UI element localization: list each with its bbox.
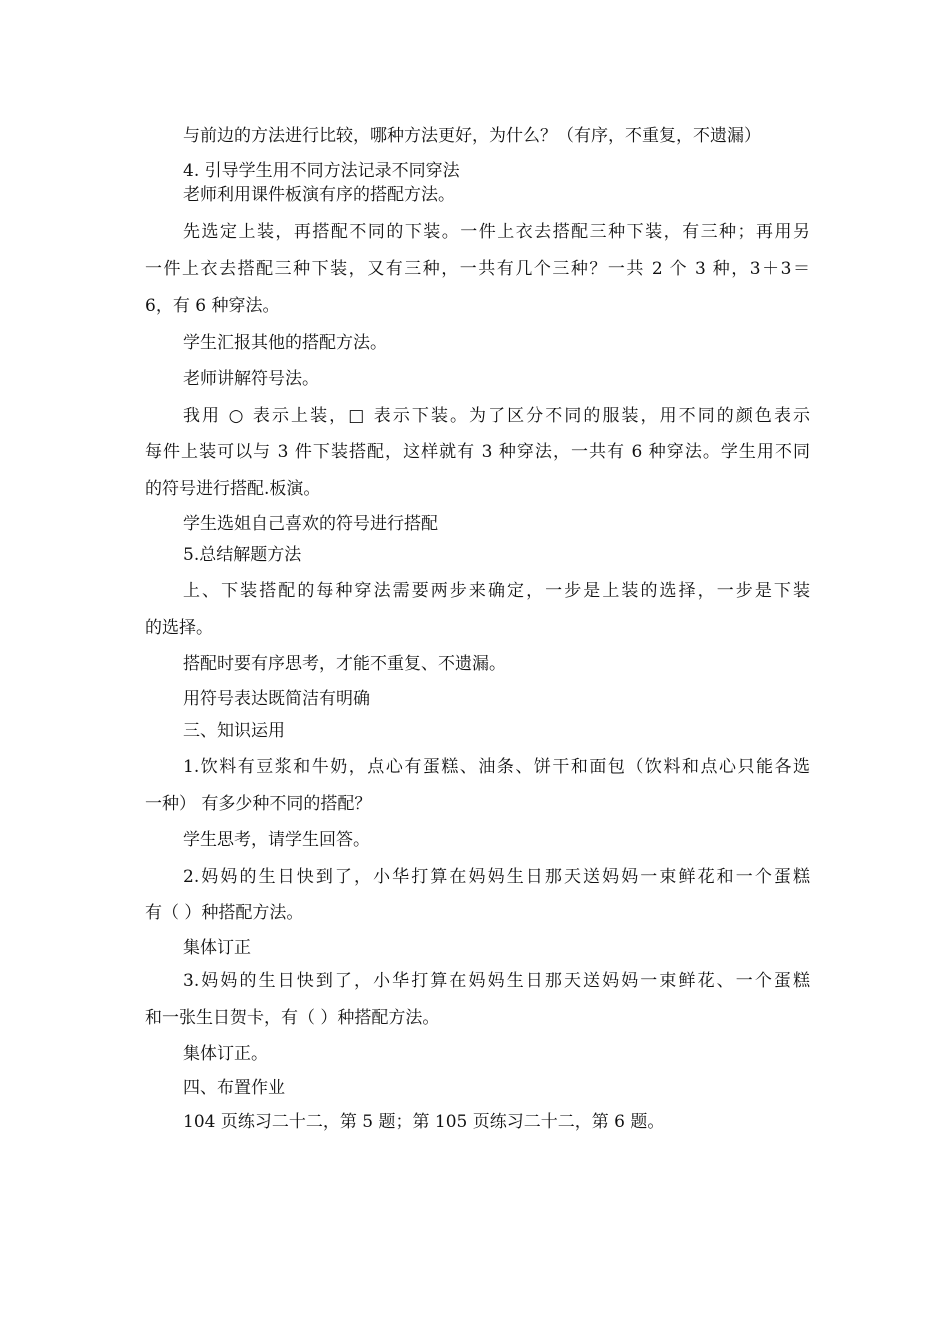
text-line-student-report: 学生汇报其他的搭配方法。 [183,333,387,353]
text-line-symbol-description-2: 每件上装可以与 3 件下装搭配，这样就有 3 种穿法，一共有 6 种穿法。学生用不同 [145,442,810,462]
text-line-group-correction-1: 集体订正 [183,938,251,958]
text-line-summary-4: 用符号表达既简洁有明确 [183,689,370,709]
text-line-method-description-3: 6，有 6 种穿法。 [145,296,280,316]
text-line-teacher-demo: 老师利用课件板演有序的搭配方法。 [183,185,455,205]
text-line-summary-2: 的选择。 [145,618,213,638]
text-line-method-description-1: 先选定上装，再搭配不同的下装。一件上衣去搭配三种下装，有三种；再用另 [183,222,810,242]
text-line-student-answer: 学生思考，请学生回答。 [183,830,370,850]
text-line-summary-3: 搭配时要有序思考，才能不重复、不遗漏。 [183,654,506,674]
text-line-student-choose: 学生选姐自己喜欢的符号进行搭配 [183,514,438,534]
text-line-exercise-2b: 有（ ）种搭配方法。 [145,903,304,923]
text-line-homework-pages: 104 页练习二十二，第 5 题；第 105 页练习二十二，第 6 题。 [183,1112,665,1132]
text-line-exercise-2a: 2.妈妈的生日快到了，小华打算在妈妈生日那天送妈妈一束鲜花和一个蛋糕 [183,867,810,887]
text-line-exercise-1b: 一种） 有多少种不同的搭配？ [145,794,372,814]
text-line-exercise-3b: 和一张生日贺卡，有（ ）种搭配方法。 [145,1008,440,1028]
section-heading-homework: 四、布置作业 [183,1078,285,1098]
text-line-symbol-description-1: 我用 ○ 表示上装，□ 表示下装。为了区分不同的服装，用不同的颜色表示 [183,406,810,426]
text-line-method-description-2: 一件上衣去搭配三种下装，又有三种，一共有几个三种？一共 2 个 3 种，3＋3＝ [145,259,810,279]
text-line-step-5: 5.总结解题方法 [183,545,302,565]
text-line-symbol-method: 老师讲解符号法。 [183,369,319,389]
text-line-exercise-1a: 1.饮料有豆浆和牛奶，点心有蛋糕、油条、饼干和面包（饮料和点心只能各选 [183,757,810,777]
text-line-summary-1: 上、下装搭配的每种穿法需要两步来确定，一步是上装的选择，一步是下装 [183,581,810,601]
text-line-exercise-3a: 3.妈妈的生日快到了，小华打算在妈妈生日那天送妈妈一束鲜花、一个蛋糕 [183,971,810,991]
text-line-symbol-description-3: 的符号进行搭配.板演。 [145,479,321,499]
text-line-step-4: 4. 引导学生用不同方法记录不同穿法 [183,161,460,181]
section-heading-knowledge-use: 三、知识运用 [183,721,285,741]
text-line-compare-methods: 与前边的方法进行比较，哪种方法更好，为什么？（有序，不重复，不遗漏） [183,126,761,146]
text-line-group-correction-2: 集体订正。 [183,1044,268,1064]
